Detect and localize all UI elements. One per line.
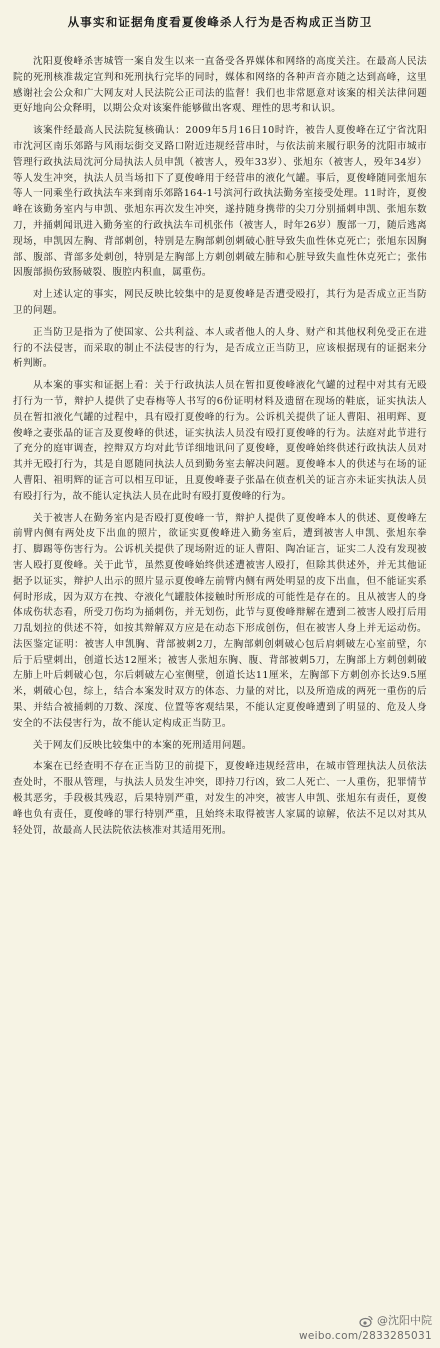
- paragraph-intro: 沈阳夏俊峰杀害城管一案自发生以来一直备受各界媒体和网络的高度关注。在最高人民法院的死刑核准裁定宣判和死刑执行完毕的同时，媒体和网络的各种声音亦随之达到高峰，这里感谢社会公众和广大网友对人民法院公正司法的监督！我们也非常愿意对该案的相关法律问题更好地向公众释明，以期公众对该案件能够做出客观、理性的思考和认识。: [13, 56, 427, 115]
- paragraph-death-penalty-question: 关于网友们反映比较集中的本案的死刑适用问题。: [33, 739, 252, 751]
- paragraph-question: 对上述认定的事实，网民反映比较集中的是夏俊峰是否遭受殴打，其行为是否成立正当防卫的问题。: [13, 289, 427, 316]
- paragraph-conclusion: 本案在已经查明不存在正当防卫的前提下，夏俊峰违规经营串，在城市管理执法人员依法查处时，不服从管理，与执法人员发生冲突，即持刀行凶，致二人死亡、一人重伤，犯罪情节极其恶劣，手段极其残忍，后果特别严重，对发生的冲突，被害人申凯、张旭东有责任，夏俊峰也负有责任，夏俊峰的罪行特别严重，且始终未取得被害人家属的谅解，依法不足以对其从轻处罚，故最高人民法院依法核准对其适用死刑。: [13, 761, 427, 836]
- paragraph-evidence-office: 关于被害人在勤务室内是否殴打夏俊峰一节，辩护人提供了夏俊峰本人的供述、夏俊峰左前臂内侧有两处皮下出血的照片，欲证实夏俊峰进入勤务室后，遭到被害人申凯、张旭东拳打、脚踢等伤害行为。公诉机关提供了现场附近的证人曹阳、陶冶证言，证实二人没有发现被害人殴打夏俊峰。关于此节，虽然夏俊峰始终供述遭被害人殴打，但除其供述外，并无其他证据予以证实，辩护人出示的照片显示夏俊峰左前臂内侧有两处明显的皮下出血，但不能证实系何时形成，因为双方在拽、夺液化气罐肢体接触时所形成的可能性是存在的。且从被害人的身体成伤状态看，所受刀伤均为捅刺伤，并无划伤，此节与夏俊峰辩解在遭到二被害人殴打后用刀乱划拉的供述不符，如按其辩解双方应是在动态下形成创伤，但在被害人身上并无运动伤。法医鉴定证明：被害人申凯胸、背部被刺2刀，左胸部刺创刺破心包后肩刺破左心室前壁，尔后于后壁刺出，创道长达12厘米；被害人张旭东胸、腹、背部被刺5刀，左胸部上方刺创刺破左肺上叶后刺破心包，尔后刺破左心室侧壁，创道长达11厘米，左胸部下方刺创亦长达9.5厘米，刺破心包，综上，结合本案发时双方的体态、力量的对比，以及所造成的两死一重伤的后果、并结合被捅刺的刀数、深度、位置等客观结果，不能认定夏俊峰遭到了明显的、危及人身安全的不法侵害行为，故不能认定构成正当防卫。: [13, 512, 427, 729]
- paragraph-evidence-seizure: 从本案的事实和证据上看：关于行政执法人员在暂扣夏俊峰液化气罐的过程中对其有无殴打行为一节，辩护人提供了史春梅等人书写的6份证明材料及遗留在现场的鞋底，证实执法人员在暂扣液化气罐的过程中，具有殴打夏俊峰的行为。公诉机关提供了证人曹阳、祖明辉、夏俊峰之妻张晶的证言及夏俊峰的供述，证实执法人员没有殴打夏俊峰的行为。法庭对此节进行了充分的庭审调查，控辩双方均对此节详细地讯问了夏俊峰，夏俊峰始终供述行政执法人员对其并无殴打行为，其是自愿随同执法人员到勤务室去解决问题。夏俊峰本人的供述与在场的证人曹阳、祖明辉的证言可以相互印证，且夏俊峰妻子张晶在侦查机关的证言亦未证实执法人员有殴打行为，故不能认定执法人员在此时有殴打夏俊峰的行为。: [13, 380, 427, 502]
- weibo-url: weibo.com/2833285031: [299, 1330, 432, 1342]
- paragraph-facts: 该案件经最高人民法院复核确认：2009年5月16日10时许，被告人夏俊峰在辽宁省沈阳市沈河区南乐郊路与风雨坛街交叉路口附近违规经营串时，与依法前来履行职务的沈阳市城市管理行政执法局沈河分局执法人员申凯（被害人，殁年33岁）、张旭东（被害人，殁年34岁）等人发生冲突，执法人员当场扣下了夏俊峰用于经营串的液化气罐。事后，夏俊峰随同张旭东等人一同乘坐行政执法车来到南乐郊路164-1号滨河行政执法勤务室接受处理。11时许，夏俊峰在该勤务室内与申凯、张旭东再次发生冲突，遂持随身携带的尖刀分别捅刺申凯、张旭东数刀，并捅刺闻讯进入勤务室的行政执法车司机张伟（被害人，时年26岁）腹部一刀，随后逃离现场，申凯因左胸、背部刺创，特别是左胸部刺创刺破心脏导致失血性休克死亡；张旭东因胸部、腹部、背部多处刺创，特别是左胸部上方刺创刺破左肺和心脏导致失血性休克死亡；张伟因腹部损伤致肠破裂、腹腔内积血，属重伤。: [13, 125, 427, 279]
- weibo-watermark: [252, 1313, 432, 1344]
- document-title: 从事实和证据角度看夏俊峰杀人行为是否构成正当防卫: [67, 15, 373, 29]
- paragraph-definition: 正当防卫是指为了使国家、公共利益、本人或者他人的人身、财产和其他权利免受正在进行的不法侵害，而采取的制止不法侵害的行为，是否成立正当防卫，应该根据现有的证据来分析判断。: [13, 326, 427, 370]
- weibo-icon: [359, 1314, 373, 1328]
- weibo-handle: @沈阳中院: [377, 1314, 432, 1327]
